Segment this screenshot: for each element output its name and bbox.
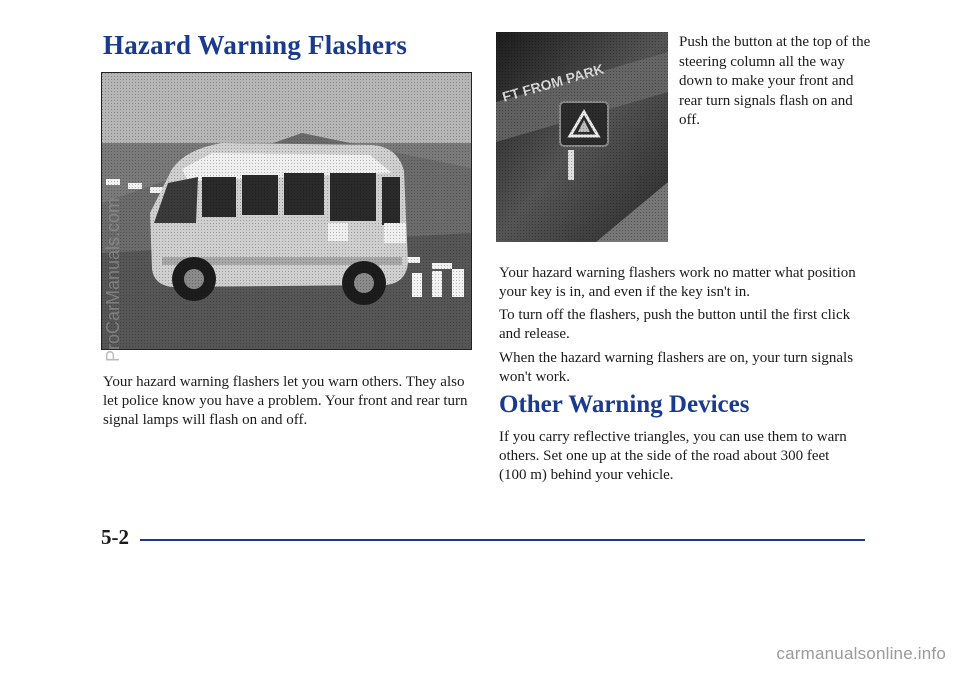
turn-off-text: To turn off the flashers, push the button until the first click and release. bbox=[499, 307, 851, 342]
push-button-text: Push the button at the top of the steering column all the way down to make your front and rear turn signals flash on and off. bbox=[679, 34, 871, 128]
flashers-intro-text: Your hazard warning flashers let you warn others. They also let police know you have a problem. Your front and rear turn signal lamps will flash on and off. bbox=[103, 374, 468, 428]
section-heading: Other Warning Devices bbox=[499, 391, 750, 418]
hazard-button-photo bbox=[496, 32, 668, 242]
watermark-bottom: carmanualsonline.info bbox=[776, 644, 946, 663]
van-photo bbox=[101, 72, 472, 350]
turn-signals-text: When the hazard warning flashers are on, your turn signals won't work. bbox=[499, 350, 854, 385]
footer-rule bbox=[140, 539, 865, 541]
key-position-text: Your hazard warning flashers work no matter what position your key is in, and even if the key isn't in. bbox=[499, 265, 856, 300]
page-heading: Hazard Warning Flashers bbox=[103, 30, 408, 60]
watermark-left: ProCarManuals.com bbox=[103, 197, 123, 362]
page-number: 5-2 bbox=[101, 525, 129, 549]
triangles-text: If you carry reflective triangles, you can use them to warn others. Set one up at the side of the road about 300 feet (100 m) behind your vehicle. bbox=[499, 429, 847, 483]
